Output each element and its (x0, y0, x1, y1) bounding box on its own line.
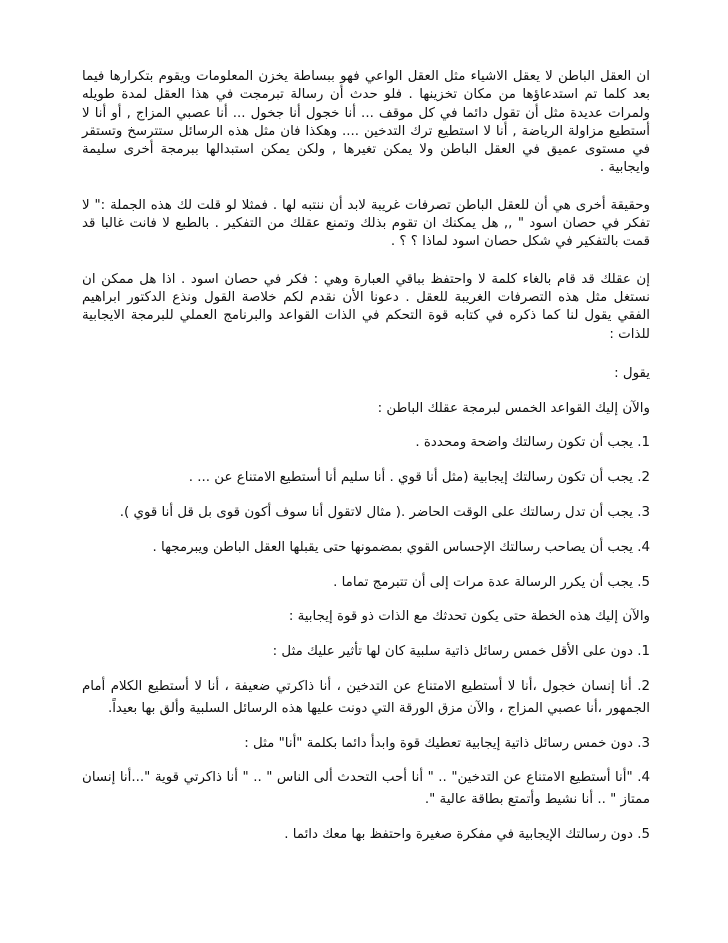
says-label: يقول : (614, 365, 650, 381)
rule-1: 1. يجب أن تكون رسالتك واضحة ومحددة . (415, 435, 650, 451)
intro-paragraph: ان العقل الباطن لا يعقل الاشياء مثل العقل الواعي فهو ببساطة يخزن المعلومات ويقوم بتكرارها فيما بعد كلما تم استدعاؤها من مكان تخزينها . فلو حدث أن رسالة تبرمجت في هذا العقل لمدة طويله ولمرات عديدة مثل أن تقول دائما في كل موقف ... أنا خجول أنا جخول ... أنا عصبي المزاج , أو أنا لا أستطيع مزاولة الرياضة , أنا لا استطيع ترك التدخين .... وهكذا فان مثل هذه الرسائل ستترسخ وتستقر في مستوى عميق في العقل الباطن ولا يمكن تغيرها , ولكن يمكن استبدالها ببرمجة أخرى سليمة وايجابية . (82, 69, 650, 176)
plan-step-1: 1. دون على الأقل خمس رسائل ذاتية سلبية كان لها تأثير عليك مثل : (272, 644, 650, 660)
horse-example-paragraph: وحقيقة أخرى هي أن للعقل الباطن تصرفات غريبة لابد أن ننتبه لها . فمثلا لو قلت لك هذه الجملة :" لا تفكر في حصان اسود " ,, هل يمكنك ان تقوم بذلك وتمنع عقلك من التفكير . بالطبع لا فانت غالبا قد قمت بالتفكير في شكل حصان اسود لماذا ؟ ؟ . (82, 197, 650, 250)
plan-step-4: 4. "أنا أستطيع الامتناع عن التدخين" .. " أنا أحب التحدث ألى الناس " .. " أنا ذاكرتي قوية "...أنا إنسان ممتاز " .. أنا نشيط وأتمتع بطاقة عالية ". (82, 770, 650, 808)
rule-5: 5. يجب أن يكرر الرسالة عدة مرات إلى أن تتبرمج تماما . (333, 574, 650, 590)
rule-4: 4. يجب أن يصاحب رسالتك الإحساس القوي بمضمونها حتى يقبلها العقل الباطن ويبرمجها . (152, 539, 650, 555)
five-rules-heading: والآن إليك القواعد الخمس لبرمجة عقلك الباطن : (377, 400, 650, 416)
plan-step-2: 2. أنا إنسان خجول ،أنا لا أستطيع الامتناع عن التدخين ، أنا ذاكرتي ضعيفة ، أنا لا أستطيع الكلام أمام الجمهور ،أنا عصبي المزاج ، والآن مزق الورقة التي دونت عليها هذه الرسائل السلبية وألق بها بعيداً. (82, 679, 650, 716)
plan-step-3: 3. دون خمس رسائل ذاتية إيجابية تعطيك قوة وابدأ دائما بكلمة "أنا" مثل : (244, 735, 650, 751)
plan-step-5: 5. دون رسالتك الإيجابية في مفكرة صغيرة واحتفظ بها معك دائما . (284, 827, 650, 843)
document-page (82, 68, 650, 846)
rule-3: 3. يجب أن تدل رسالتك على الوقت الحاضر .( مثال لاتقول أنا سوف أكون قوى بل قل أنا قوي ). (119, 505, 650, 521)
plan-heading: والآن إليك هذه الخطة حتى يكون تحدثك مع الذات ذو قوة إيجابية : (288, 609, 650, 625)
subconscious-explanation-paragraph: إن عقلك قد قام بالغاء كلمة لا واحتفظ بباقي العبارة وهي : فكر في حصان اسود . اذا هل ممكن ان نستغل مثل هذه التصرفات الغريبة للعقل . دعونا الأن نقدم لكم خلاصة القول ونذع الدكتور ابراهيم الفقي يقول لنا كما ذكره في كتابه قوة التحكم في الذات القواعد والبرنامج العملي للبرمجة الايجابية للذات : (82, 271, 650, 342)
rule-2: 2. يجب أن تكون رسالتك إيجابية (مثل أنا قوي . أنا سليم أنا أستطيع الامتناع عن ... . (188, 470, 650, 486)
